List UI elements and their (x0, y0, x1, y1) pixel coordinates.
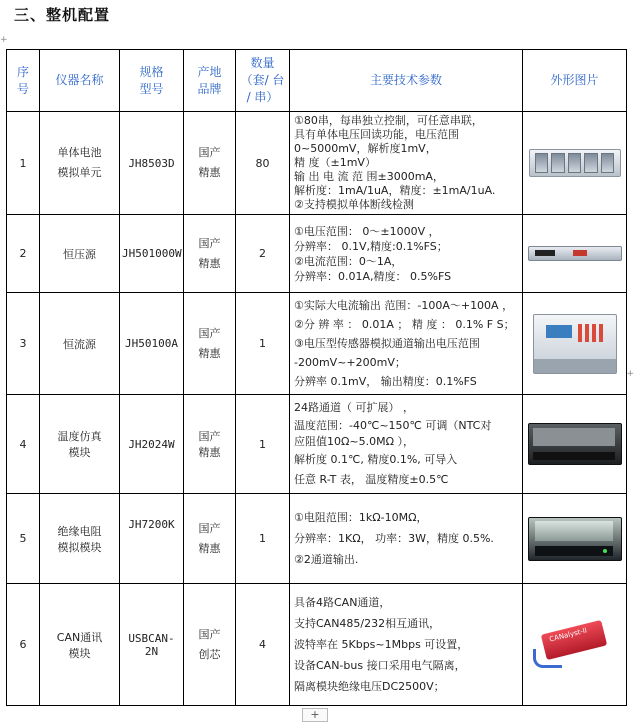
row-number: 1 (7, 112, 40, 215)
quantity: 80 (236, 112, 290, 215)
quantity: 1 (236, 494, 290, 584)
table-header-row (7, 50, 627, 112)
insulation-module-photo (528, 517, 622, 561)
model-number: USBCAN-2N (120, 584, 184, 706)
power-supply-photo (528, 246, 622, 261)
origin-brand: 国产 精惠 (184, 215, 236, 293)
instrument-name: 温度仿真 模块 (40, 395, 120, 494)
specs-cell: ①电压范围： 0～±1000V ， 分辨率： 0.1V,精度:0.1%FS； ②电流范围：0～1A， 分辨率：0.01A,精度： 0.5%FS (290, 215, 523, 293)
row-number: 4 (7, 395, 40, 494)
header-name: 仪器名称 (40, 50, 120, 112)
photo-cell (523, 494, 627, 584)
header-model: 规格 型号 (120, 50, 184, 112)
header-photo: 外形图片 (523, 50, 627, 112)
photo-cell (523, 112, 627, 215)
quantity: 1 (236, 395, 290, 494)
origin-brand: 国产 精惠 (184, 494, 236, 584)
photo-cell (523, 395, 627, 494)
temperature-module-photo (528, 423, 622, 465)
battery-simulator-photo (529, 149, 621, 177)
section-title: 三、整机配置 (14, 6, 111, 24)
specs-cell: 具备4路CAN通道， 支持CAN485/232相互通讯， 波特率在 5Kbps~1Mbps 可设置， 设备CAN-bus 接口采用电气隔离， 隔离模块绝缘电压DC2500V； (290, 584, 523, 706)
row-number: 6 (7, 584, 40, 706)
table-row (7, 494, 627, 584)
specs-cell: ①实际大电流输出 范围：-100A～+100A ， ②分 辨 率 ： 0.01A ； 精 度 ： 0.1% F S； ③电压型传感器模拟通道输出电压范围 -200mV~+200mV； 分辨率 0.1mV， 输出精度：0.1%FS (290, 293, 523, 395)
specs-cell: ①80串，每串独立控制，可任意串联， 具有单体电压回读功能，电压范围 0~5000mV，解析度1mV， 精 度（±1mV） 输 出 电 流 范 围±3000mA， 解析度：1mA/1uA，精度：±1mA/1uA. ②支持模拟单体断线检测 (290, 112, 523, 215)
photo-cell (523, 293, 627, 395)
header-origin: 产地 品牌 (184, 50, 236, 112)
table-move-handle-left[interactable]: + (0, 35, 8, 45)
quantity: 4 (236, 584, 290, 706)
table-resize-handle-right[interactable]: + (626, 369, 634, 379)
row-number: 5 (7, 494, 40, 584)
origin-brand: 国产 精惠 (184, 395, 236, 494)
quantity: 2 (236, 215, 290, 293)
table-row (7, 112, 627, 215)
origin-brand: 国产 创芯 (184, 584, 236, 706)
specs-cell: ①电阻范围：1kΩ-10MΩ， 分辨率：1KΩ， 功率：3W，精度 0.5%. ②2通道输出. (290, 494, 523, 584)
can-adapter-photo (533, 619, 617, 671)
specs-cell: 24路通道（ 可扩展） ， 温度范围：-40℃~150℃ 可调（NTC对 应阻值10Ω~5.0MΩ ）， 解析度 0.1℃, 精度0.1%, 可导入 任意 R-T 表， 温度精度±0.5℃ (290, 395, 523, 494)
can-adapter-label: CANalyst-II (548, 625, 588, 644)
origin-brand: 国产 精惠 (184, 293, 236, 395)
header-specs: 主要技术参数 (290, 50, 523, 112)
table-row (7, 584, 627, 706)
instrument-name: CAN通讯 模块 (40, 584, 120, 706)
current-source-photo (533, 314, 617, 374)
photo-cell (523, 215, 627, 293)
row-number: 2 (7, 215, 40, 293)
model-number: JH2024W (120, 395, 184, 494)
table-row (7, 395, 627, 494)
origin-brand: 国产 精惠 (184, 112, 236, 215)
row-number: 3 (7, 293, 40, 395)
instrument-name: 单体电池 模拟单元 (40, 112, 120, 215)
add-row-button[interactable]: + (302, 708, 328, 722)
model-number: JH50100A (120, 293, 184, 395)
quantity: 1 (236, 293, 290, 395)
configuration-table (6, 49, 627, 706)
table-row (7, 293, 627, 395)
table-row (7, 215, 627, 293)
model-number: JH8503D (120, 112, 184, 215)
instrument-name: 恒压源 (40, 215, 120, 293)
instrument-name: 恒流源 (40, 293, 120, 395)
model-number: JH7200K (120, 494, 184, 584)
model-number: JH501000W (120, 215, 184, 293)
header-qty: 数量 （套/ 台 / 串） (236, 50, 290, 112)
instrument-name: 绝缘电阻 模拟模块 (40, 494, 120, 584)
header-seq: 序 号 (7, 50, 40, 112)
photo-cell (523, 584, 627, 706)
